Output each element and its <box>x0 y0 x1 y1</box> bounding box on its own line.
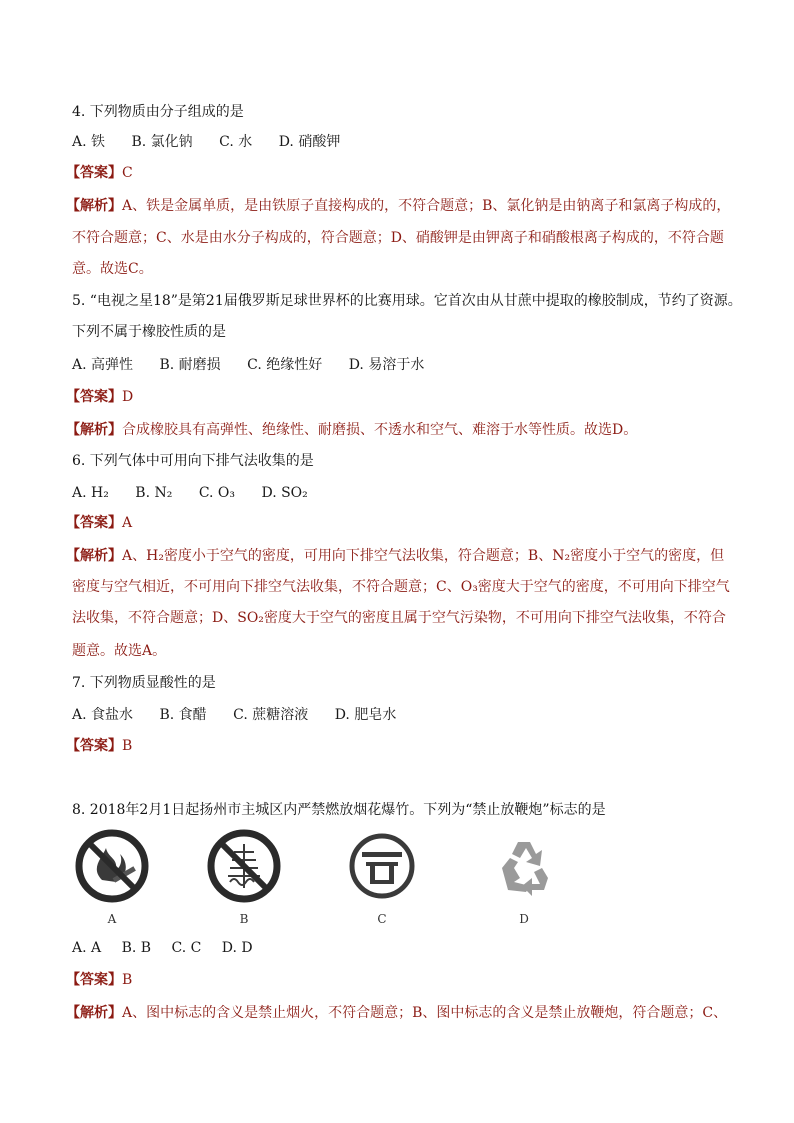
q4-question: 4. 下列物质由分子组成的是 <box>72 104 244 120</box>
no-fire-sign-icon <box>72 828 162 928</box>
q6-answer <box>66 513 133 533</box>
analysis-tag: 【解析】 <box>66 422 122 438</box>
answer-value: B <box>122 972 133 988</box>
analysis-tag: 【解析】 <box>66 198 122 214</box>
q8-question: 8. 2018年2月1日起扬州市主城区内严禁燃放烟花爆竹。下列为“禁止放鞭炮”标志的是 <box>72 802 606 818</box>
q5-option-c: C. 绝缘性好 <box>247 357 323 373</box>
answer-tag: 【答案】 <box>66 389 122 405</box>
recycle-sign-icon <box>484 828 574 928</box>
q7-answer <box>66 736 133 756</box>
q4-option-b: B. 氯化钠 <box>131 134 193 150</box>
answer-value: A <box>122 515 133 531</box>
q6-option-c: C. O₃ <box>198 485 236 501</box>
q7-option-d: D. 肥皂水 <box>334 707 397 723</box>
analysis-tag: 【解析】 <box>66 548 122 564</box>
q4-option-d: D. 硝酸钾 <box>278 134 341 150</box>
q4-analysis-line-2: 不符合题意；C、水是由水分子构成的，符合题意；D、硝酸钾是由钾离子和硝酸根离子构成的，不符合题 <box>72 230 724 246</box>
analysis-text: A、H₂密度小于空气的密度，可用向下排空气法收集，符合题意；B、N₂密度小于空气的密度，但 <box>122 548 725 564</box>
q7-question: 7. 下列物质显酸性的是 <box>72 675 216 691</box>
q5-options <box>72 355 446 375</box>
answer-tag: 【答案】 <box>66 515 122 531</box>
q6-analysis-line-4: 题意。故选A。 <box>72 643 167 659</box>
q6-option-b: B. N₂ <box>135 485 173 501</box>
q4-option-a: A. 铁 <box>72 134 106 150</box>
q5-option-a: A. 高弹性 <box>72 357 134 373</box>
sign-label-b: B <box>239 912 249 926</box>
q8-option-c: C. C <box>171 940 202 956</box>
q6-option-a: A. H₂ <box>72 485 109 501</box>
q4-option-c: C. 水 <box>219 134 253 150</box>
q8-sign-images <box>72 828 592 938</box>
q4-options <box>72 132 362 152</box>
sign-label-c: C <box>377 912 387 926</box>
q5-answer <box>66 387 134 407</box>
q6-analysis-line-3: 法收集，不符合题意；D、SO₂密度大于空气的密度且属于空气污染物，不可用向下排空气法收集，不符合 <box>72 610 726 626</box>
q4-analysis-line-3: 意。故选C。 <box>72 261 153 277</box>
analysis-text: A、图中标志的含义是禁止烟火，不符合题意；B、图中标志的含义是禁止放鞭炮，符合题意；C、 <box>122 1005 728 1021</box>
circle-logo-sign-icon <box>342 828 432 928</box>
analysis-text: A、铁是金属单质，是由铁原子直接构成的，不符合题意；B、氯化钠是由钠离子和氯离子构成的， <box>122 198 731 214</box>
q5-analysis <box>66 420 638 440</box>
answer-value: D <box>122 389 134 405</box>
no-firecrackers-sign-icon <box>204 828 294 928</box>
sign-label-a: A <box>107 912 117 926</box>
q6-analysis-line-1 <box>66 546 725 566</box>
q5-question-line-2: 下列不属于橡胶性质的是 <box>72 324 226 340</box>
q5-option-b: B. 耐磨损 <box>159 357 221 373</box>
q8-option-a: A. A <box>72 940 102 956</box>
q6-analysis-line-2: 密度与空气相近，不可用向下排空气法收集，不符合题意；C、O₃密度大于空气的密度，不可用向下排空气 <box>72 579 730 595</box>
q8-analysis <box>66 1003 728 1023</box>
answer-value: C <box>122 165 133 181</box>
sign-label-d: D <box>519 912 529 926</box>
answer-tag: 【答案】 <box>66 165 122 181</box>
q6-question: 6. 下列气体中可用向下排气法收集的是 <box>72 453 314 469</box>
q5-question-line-1: 5. “电视之星18”是第21届俄罗斯足球世界杯的比赛用球。它首次由从甘蔗中提取的橡胶制成，节约了资源。 <box>72 293 742 309</box>
q7-option-b: B. 食醋 <box>159 707 207 723</box>
answer-tag: 【答案】 <box>66 738 122 754</box>
q8-options <box>72 938 269 958</box>
q8-option-d: D. D <box>221 940 253 956</box>
q5-option-d: D. 易溶于水 <box>348 357 425 373</box>
q8-answer <box>66 970 133 990</box>
q8-option-b: B. B <box>121 940 152 956</box>
analysis-tag: 【解析】 <box>66 1005 122 1021</box>
q6-option-d: D. SO₂ <box>261 485 308 501</box>
q7-options <box>72 705 418 725</box>
q6-options <box>72 483 330 503</box>
answer-value: B <box>122 738 133 754</box>
q4-answer <box>66 163 133 183</box>
answer-tag: 【答案】 <box>66 972 122 988</box>
q7-option-a: A. 食盐水 <box>72 707 134 723</box>
q4-analysis-line-1 <box>66 196 731 216</box>
analysis-text: 合成橡胶具有高弹性、绝缘性、耐磨损、不透水和空气、难溶于水等性质。故选D。 <box>122 422 638 438</box>
q7-option-c: C. 蔗糖溶液 <box>233 707 309 723</box>
